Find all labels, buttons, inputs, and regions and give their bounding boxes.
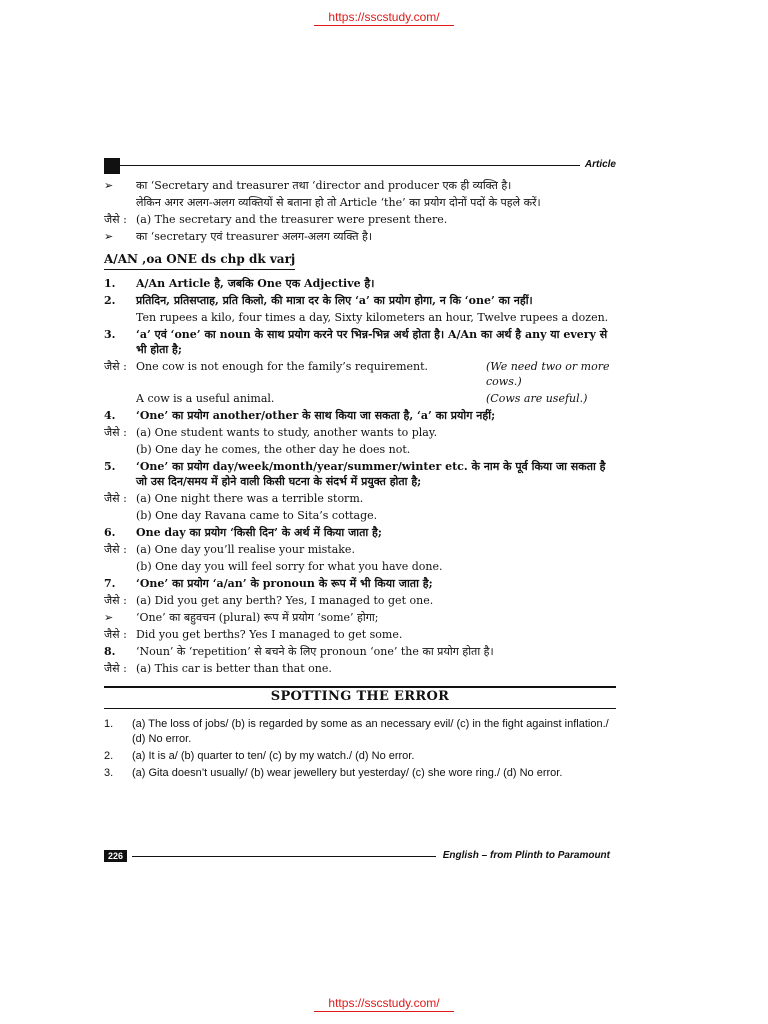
- top-url-text[interactable]: https://sscstudy.com/: [314, 10, 453, 26]
- intro-line-2: लेकिन अगर अलग-अलग व्यक्तियों से बताना हो तो Article ‘the’ का प्रयोग दोनों पदों के पहले करें।: [136, 196, 541, 209]
- jaise-label: जैसे :: [104, 594, 127, 607]
- jaise-label: जैसे :: [104, 543, 127, 556]
- question-item: 1. (a) The loss of jobs/ (b) is regarded by some as an necessary evil/ (c) in the fight against inflation./ (d) No error.: [104, 718, 609, 745]
- rule-4-example-b: (b) One day he comes, the other day he does not.: [136, 443, 411, 456]
- rule-6-example-b: (b) One day you will feel sorry for what you have done.: [136, 560, 443, 573]
- bottom-url-text[interactable]: https://sscstudy.com/: [314, 996, 453, 1012]
- page-footer: [104, 848, 616, 864]
- rule-4: 4. ‘One’ का प्रयोग another/other के साथ किया जा सकता है, ‘a’ का प्रयोग नहीं;: [104, 409, 496, 422]
- rule-1: 1. A/An Article है, जबकि One एक Adjective है।: [104, 277, 375, 290]
- rule-7: 7. ‘One’ का प्रयोग ‘a/an’ के pronoun के रूप में भी किया जाता है;: [104, 577, 433, 590]
- rule-3-example-2: A cow is a useful animal. (Cows are useful.): [136, 392, 588, 405]
- jaise-label: जैसे :: [104, 360, 127, 373]
- intro-line-3: ➢ का ‘secretary एवं treasurer अलग-अलग व्यक्ति है।: [104, 230, 373, 243]
- arrow-bullet-icon: ➢: [104, 611, 114, 624]
- rule-7-example: जैसे : (a) Did you get any berth? Yes, I managed to get one.: [104, 594, 434, 607]
- page-number-badge: 226: [104, 850, 127, 862]
- arrow-bullet-icon: ➢: [104, 230, 114, 243]
- rule-6: 6. One day का प्रयोग ‘किसी दिन’ के अर्थ में किया जाता है;: [104, 526, 382, 539]
- rule-2-example: Ten rupees a kilo, four times a day, Sixty kilometers an hour, Twelve rupees a dozen.: [136, 311, 609, 324]
- footer-rule: [132, 856, 436, 857]
- rule-6-example-a: जैसे : (a) One day you’ll realise your mistake.: [104, 543, 355, 556]
- spotting-error-title: SPOTTING THE ERROR: [104, 686, 616, 709]
- jaise-label: जैसे :: [104, 426, 127, 439]
- header-black-square: [104, 158, 120, 174]
- rule-2: 2. प्रतिदिन, प्रतिसप्ताह, प्रति किलो, की मात्रा दर के लिए ‘a’ का प्रयोग होगा, न कि ‘one’ का नहीं।: [104, 294, 533, 307]
- rule-8-example: जैसे : (a) This car is better than that one.: [104, 662, 332, 675]
- jaise-label: जैसे :: [104, 628, 127, 641]
- rule-3-example-1: जैसे : One cow is not enough for the family’s requirement. (We need two or more cows.): [104, 360, 610, 388]
- page-content: [104, 176, 616, 783]
- rule-4-example-a: जैसे : (a) One student wants to study, another wants to play.: [104, 426, 438, 439]
- arrow-bullet-icon: ➢: [104, 179, 114, 192]
- rule-8: 8. ‘Noun’ के ‘repetition’ से बचने के लिए pronoun ‘one’ the का प्रयोग होता है।: [104, 645, 494, 658]
- rule-3: 3. ‘a’ एवं ‘one’ का noun के साथ प्रयोग करने पर भिन्न-भिन्न अर्थ होता है। A/An का अर्थ है any या every से भी होता है;: [104, 328, 608, 356]
- intro-example: जैसे : (a) The secretary and the treasurer were present there.: [104, 213, 448, 226]
- question-item: 3. (a) Gita doesn’t usually/ (b) wear jewellery but yesterday/ (c) she wore ring./ (d) No error.: [104, 767, 563, 779]
- section-heading: A/AN ,oa ONE ds chp dk varj: [104, 252, 295, 270]
- rule-5-example-a: जैसे : (a) One night there was a terrible storm.: [104, 492, 364, 505]
- jaise-label: जैसे :: [104, 492, 127, 505]
- rule-5-example-b: (b) One day Ravana came to Sita’s cottage.: [136, 509, 378, 522]
- top-url-link[interactable]: [0, 10, 768, 24]
- jaise-label: जैसे :: [104, 213, 127, 226]
- bottom-url-link[interactable]: [0, 996, 768, 1010]
- jaise-label: जैसे :: [104, 662, 127, 675]
- footer-label: English – from Plinth to Paramount: [442, 850, 610, 861]
- rule-7b: ➢ ‘One’ का बहुवचन (plural) रूप में प्रयोग ‘some’ होगा;: [104, 611, 379, 624]
- header-label: Article: [584, 159, 616, 170]
- header-rule: [120, 165, 580, 166]
- rule-5: 5. ‘One’ का प्रयोग day/week/month/year/summer/winter etc. के नाम के पूर्व किया जा सकता है जो उस दिन/समय में होने वाली किसी घटना के संदर्भ में प्रयुक्त होता है;: [104, 460, 606, 488]
- question-item: 2. (a) It is a/ (b) quarter to ten/ (c) by my watch./ (d) No error.: [104, 750, 415, 762]
- question-list: [104, 717, 616, 781]
- page-header: [104, 158, 616, 174]
- intro-line-1: ➢ का ‘Secretary and treasurer तथा ‘director and producer एक ही व्यक्ति है।: [104, 179, 512, 192]
- rule-7b-example: जैसे : Did you get berths? Yes I managed to get some.: [104, 628, 403, 641]
